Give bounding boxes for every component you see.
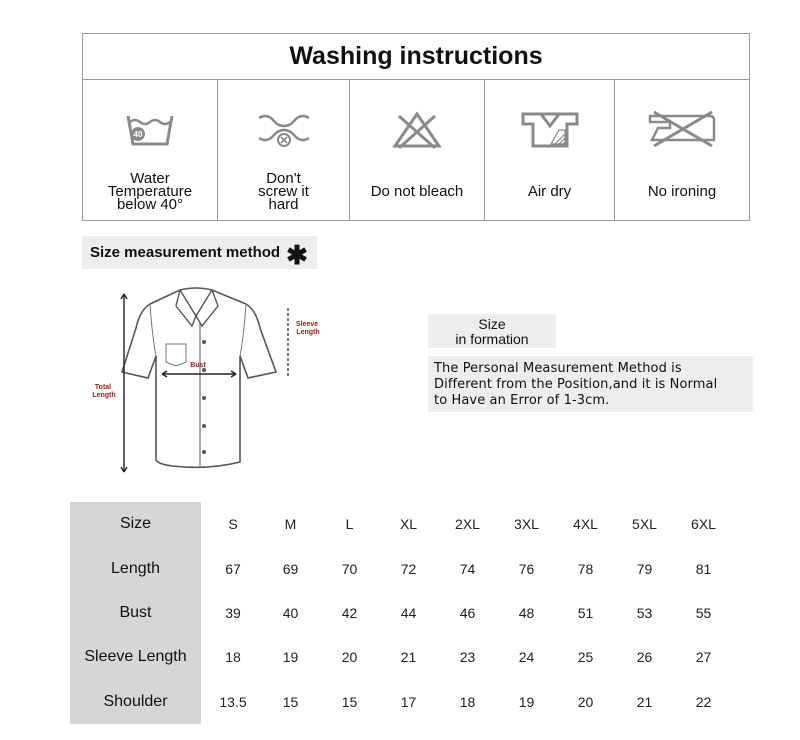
table-cell: 78 — [577, 560, 594, 577]
wash-item-bleach — [350, 80, 485, 221]
table-row — [70, 635, 760, 679]
table-cell: 69 — [282, 560, 299, 577]
row-header: Size — [70, 502, 201, 546]
row-header: Sleeve Length — [70, 635, 201, 679]
table-cell: 27 — [695, 649, 712, 666]
table-cell: S — [228, 516, 238, 533]
size-table — [70, 502, 760, 724]
table-cell: 15 — [341, 693, 358, 710]
wash-item-label: Don't screw it hard — [258, 170, 309, 213]
table-cell: 48 — [518, 604, 535, 621]
no-iron-icon — [646, 110, 718, 150]
size-information-label — [428, 314, 556, 348]
wash-item-temperature — [83, 80, 218, 221]
table-cell: 53 — [636, 604, 653, 621]
table-cell: 21 — [400, 649, 417, 666]
table-row — [70, 680, 760, 724]
table-cell: 67 — [225, 560, 241, 577]
washing-icons-row — [83, 80, 749, 221]
wash-item-wring — [218, 80, 350, 221]
table-cell: 20 — [577, 693, 594, 710]
table-cell: 15 — [282, 693, 299, 710]
shirt-diagram — [88, 282, 338, 482]
table-cell: 42 — [341, 604, 358, 621]
table-cell: 26 — [636, 649, 653, 666]
table-cell: 25 — [577, 649, 594, 666]
washing-title: Washing instructions — [83, 34, 749, 80]
measurement-note — [428, 356, 753, 412]
table-cell: 22 — [695, 693, 712, 710]
table-cell: 21 — [636, 693, 653, 710]
table-cell: 51 — [577, 604, 594, 621]
table-cell: 74 — [459, 560, 476, 577]
wash-item-dry — [485, 80, 615, 221]
table-cell: 55 — [695, 604, 712, 621]
table-cell: 3XL — [514, 516, 539, 533]
asterisk-icon: ✱ — [286, 239, 308, 270]
table-cell: 39 — [225, 604, 241, 621]
table-cell: 23 — [459, 649, 476, 666]
row-header: Length — [70, 546, 201, 590]
no-wring-icon — [257, 110, 311, 150]
row-header: Shoulder — [70, 680, 201, 724]
size-information-title: Size in formation — [455, 316, 529, 347]
total-length-label: Total Length — [92, 384, 116, 399]
measurement-note-text: The Personal Measurement Method is Different from the Position,and it is Normal to Have an Error of 1-3cm. — [434, 361, 718, 408]
wash-40-icon — [125, 110, 175, 150]
table-cell: 72 — [400, 560, 417, 577]
size-measurement-title: Size measurement method — [90, 244, 281, 261]
no-bleach-icon — [389, 110, 445, 150]
wash-item-label: Water Temperature below 40° — [107, 170, 193, 213]
table-cell: 18 — [225, 649, 241, 666]
air-dry-icon — [521, 110, 579, 150]
table-cell: 40 — [282, 604, 299, 621]
table-cell: L — [345, 516, 354, 533]
table-cell: 5XL — [632, 516, 657, 533]
table-cell: 6XL — [691, 516, 716, 533]
table-cell: 46 — [459, 604, 476, 621]
table-cell: 13.5 — [219, 693, 247, 710]
table-cell: M — [284, 516, 297, 533]
wash-item-label: Do not bleach — [370, 183, 464, 200]
table-cell: 79 — [636, 560, 653, 577]
bust-label: Bust — [190, 362, 206, 369]
table-row — [70, 591, 760, 635]
wash-item-iron — [615, 80, 749, 221]
table-cell: 20 — [341, 649, 358, 666]
table-cell: 4XL — [573, 516, 598, 533]
table-cell: 17 — [400, 693, 417, 710]
table-cell: 70 — [341, 560, 358, 577]
shirt-outline — [122, 288, 276, 467]
table-cell: 19 — [518, 693, 535, 710]
wash-item-label: Air dry — [527, 183, 572, 200]
table-cell: 2XL — [455, 516, 480, 533]
sleeve-length-label: Sleeve Length — [295, 321, 320, 336]
table-row — [70, 502, 760, 546]
table-cell: XL — [399, 516, 418, 533]
row-header: Bust — [70, 591, 201, 635]
table-row — [70, 546, 760, 590]
table-cell: 76 — [518, 560, 535, 577]
table-cell: 18 — [459, 693, 476, 710]
table-cell: 24 — [518, 649, 535, 666]
table-cell: 44 — [400, 604, 417, 621]
size-measurement-label — [82, 236, 317, 269]
washing-instructions-panel — [82, 33, 750, 221]
table-cell: 19 — [282, 649, 299, 666]
table-cell: 81 — [695, 560, 712, 577]
wash-40-badge: 40 — [133, 130, 143, 139]
wash-item-label: No ironing — [647, 183, 717, 200]
